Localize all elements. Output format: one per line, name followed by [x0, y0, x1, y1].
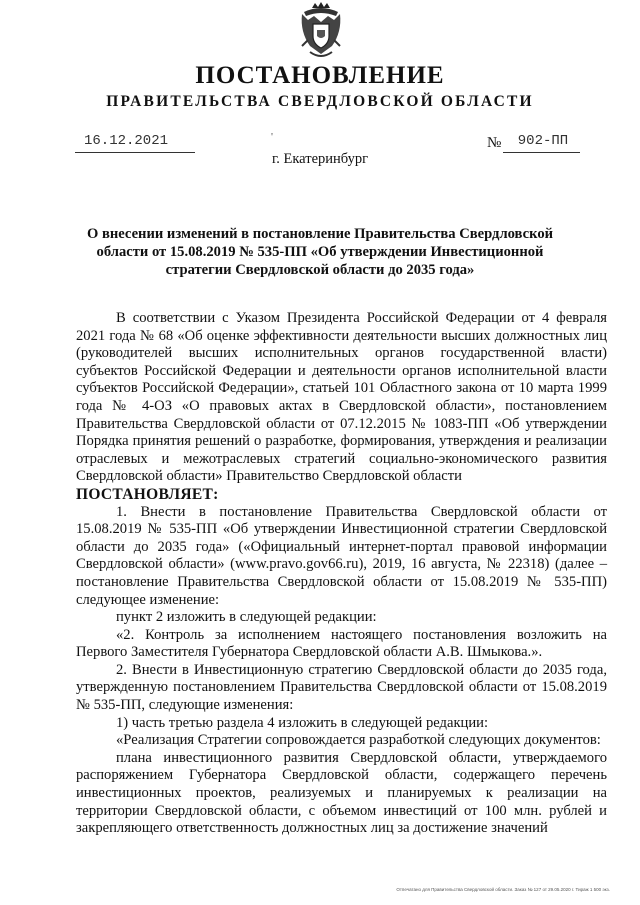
paragraph-7: плана инвестиционного развития Свердловской области, утверждаемого распоряжением Губернатора Свердловской области, содержащего перечень инвестиционных проектов, реализуемых и планируемых к реализации на территории Свердловской области, с объемом инвестиций от 100 млн. рублей и закрепляющего ответственность должностных лиц за достижение значений: [76, 749, 607, 837]
stray-mark: ': [271, 131, 273, 143]
paragraph-4: 2. Внести в Инвестиционную стратегию Свердловской области до 2035 года, утвержденную постановлением Правительства Свердловской области от 15.08.2019 № 535-ПП, следующие изменения:: [76, 661, 607, 714]
number-label: №: [487, 135, 502, 151]
document-title: ПОСТАНОВЛЕНИЕ: [195, 62, 445, 89]
decree-heading: О внесении изменений в постановление Правительства Свердловской области от 15.08.2019 № 535-ПП «Об утверждении Инвестиционной стратегии Свердловской области до 2035 года»: [86, 226, 554, 278]
city-name: г. Екатеринбург: [271, 151, 369, 167]
decree-date: 16.12.2021: [83, 133, 168, 149]
document-body: [76, 310, 607, 838]
paragraph-6: «Реализация Стратегии сопровождается разработкой следующих документов:: [116, 732, 601, 749]
decree-keyword: ПОСТАНОВЛЯЕТ:: [76, 485, 219, 503]
paragraph-1: 1. Внести в постановление Правительства Свердловской области от 15.08.2019 № 535-ПП «Об утверждении Инвестиционной стратегии Свердловской области до 2035 года» («Официальный интернет-портал правовой информации Свердловской области» (www.pravo.gov66.ru), 2019, 16 августа, № 22318) (далее – постановление Правительства Свердловской области от 15.08.2019 № 535-ПП) следующее изменение:: [76, 503, 607, 608]
preamble-paragraph: В соответствии с Указом Президента Российской Федерации от 4 февраля 2021 года № 68 «Об оценке эффективности деятельности высших должностных лиц (руководителей высших исполнительных органов государственной власти) субъектов Российской Федерации и деятельности органов исполнительной власти субъектов Российской Федерации», статьей 101 Областного закона от 10 марта 1999 года № 4-ОЗ «О правовых актах в Свердловской области», постановлением Правительства Свердловской области от 07.12.2015 № 1083-ПП «Об утверждении Порядка принятия решений о разработке, формирования, утверждения и реализации отраслевых и межотраслевых стратегий социально-экономического развития Свердловской области» Правительство Свердловской области: [76, 310, 607, 485]
decree-number: 902-ПП: [517, 133, 569, 149]
paragraph-3: «2. Контроль за исполнением настоящего постановления возложить на Первого Заместителя Губернатора Свердловской области А.В. Шмыкова.».: [76, 626, 607, 661]
coat-of-arms-icon: [298, 2, 344, 60]
paragraph-2: пункт 2 изложить в следующей редакции:: [116, 609, 377, 626]
issuer-name: ПРАВИТЕЛЬСТВА СВЕРДЛОВСКОЙ ОБЛАСТИ: [106, 93, 534, 110]
print-footer: Отпечатано для Правительства Свердловской области. Заказ № 127 от 29.05.2020 г. Тираж 1 500 экз.: [396, 887, 610, 892]
paragraph-5: 1) часть третью раздела 4 изложить в следующей редакции:: [116, 714, 489, 731]
